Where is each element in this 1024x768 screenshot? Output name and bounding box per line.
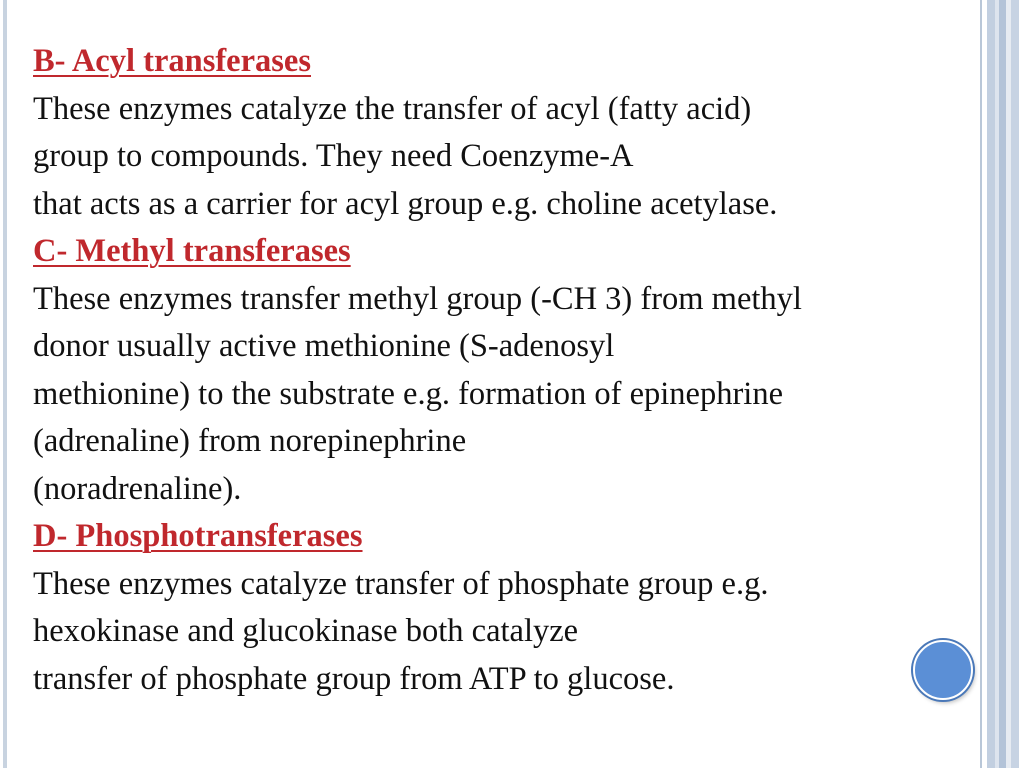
body-line: donor usually active methionine (S-adenosyl [33, 328, 615, 364]
body-line: methionine) to the substrate e.g. formation of epinephrine [33, 375, 783, 412]
body-line: These enzymes transfer methyl group (-CH 3) from methyl [33, 280, 802, 317]
section-phosphotransferases [33, 513, 978, 703]
section-heading: B- Acyl transferases [33, 43, 311, 79]
slide-content [33, 38, 978, 703]
right-stripes-decoration [976, 0, 1024, 768]
section-methyl-transferases [33, 228, 978, 513]
body-line: that acts as a carrier for acyl group e.g. choline acetylase. [33, 185, 778, 222]
circle-icon[interactable] [913, 640, 973, 700]
body-line: hexokinase and glucokinase both catalyze [33, 613, 579, 649]
body-line: (adrenaline) from norepinephrine [33, 423, 467, 459]
left-border-decoration [0, 0, 9, 768]
section-heading: D- Phosphotransferases [33, 518, 363, 554]
body-line: These enzymes catalyze the transfer of acyl (fatty acid) [33, 90, 752, 127]
section-heading: C- Methyl transferases [33, 233, 351, 269]
body-line: These enzymes catalyze transfer of phosphate group e.g. [33, 565, 769, 602]
body-line: transfer of phosphate group from ATP to glucose. [33, 660, 675, 697]
body-line: (noradrenaline). [33, 470, 242, 507]
section-acyl-transferases [33, 38, 978, 228]
body-line: group to compounds. They need Coenzyme-A [33, 138, 634, 174]
